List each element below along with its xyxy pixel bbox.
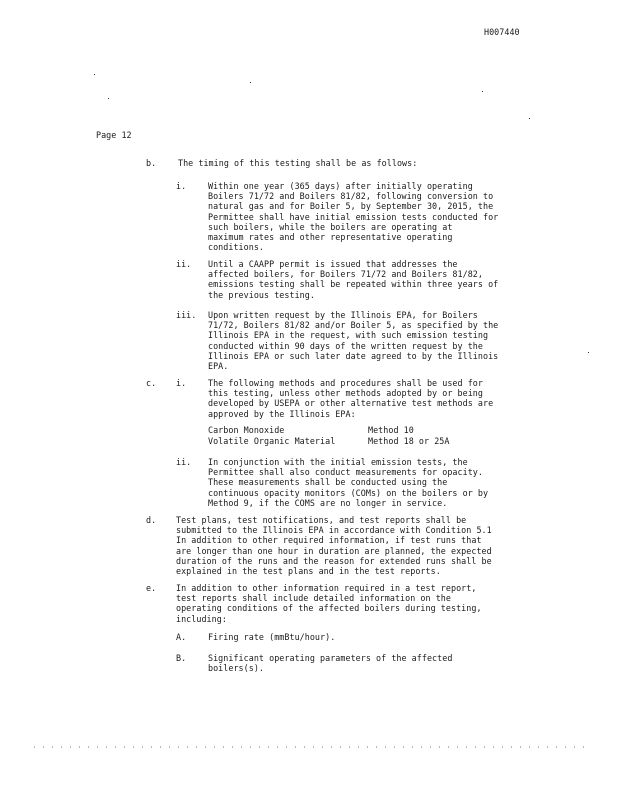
text-line: explained in the test plans and in the test reports. bbox=[176, 566, 441, 577]
text-line: In addition to other required information, if test runs that bbox=[176, 535, 482, 546]
text-line: including: bbox=[176, 613, 227, 624]
text-line: In conjunction with the initial emission tests, the bbox=[208, 457, 468, 467]
text-line: Test plans, test notifications, and test reports shall be bbox=[176, 515, 467, 525]
section-d-marker: d. bbox=[146, 515, 157, 525]
scan-speck bbox=[94, 74, 95, 75]
text-line: Illinois EPA in the request, with such emission testing bbox=[208, 330, 489, 341]
text-line: test reports shall include detailed information on the bbox=[176, 593, 451, 604]
text-line: These measurements shall be conducted using the bbox=[208, 477, 448, 488]
item-b-iii-number: iii. bbox=[176, 310, 197, 320]
method-reference: Method 18 or 25A bbox=[368, 436, 450, 446]
text-line: approved by the Illinois EPA: bbox=[208, 408, 356, 419]
item-b-ii-text bbox=[208, 259, 498, 300]
text-line: The following methods and procedures shall be used for bbox=[208, 378, 483, 388]
method-pollutant: Carbon Monoxide bbox=[208, 425, 285, 435]
text-line: Method 9, if the COMS are no longer in service. bbox=[208, 497, 448, 508]
item-b-iii-text bbox=[208, 310, 498, 371]
text-line: boilers(s). bbox=[208, 663, 265, 674]
text-line: such boilers, while the boilers are operating at bbox=[208, 221, 453, 232]
text-line: are longer than one hour in duration are planned, the expected bbox=[176, 545, 492, 556]
sub-item-b-number: B. bbox=[176, 653, 187, 663]
text-line: Until a CAAPP permit is issued that addresses the bbox=[208, 259, 458, 269]
section-e-marker: e. bbox=[146, 583, 157, 593]
text-line: Illinois EPA or such later date agreed to by the Illinois bbox=[208, 350, 499, 361]
item-b-ii-number: ii. bbox=[176, 259, 192, 269]
section-d-text bbox=[176, 515, 492, 576]
text-line: this testing, unless other methods adopted by or being bbox=[208, 388, 483, 399]
scan-speck bbox=[108, 98, 109, 99]
method-pollutant: Volatile Organic Material bbox=[208, 436, 336, 446]
text-line: EPA. bbox=[208, 361, 229, 372]
item-c-i-number: i. bbox=[176, 378, 187, 388]
document-id: H007440 bbox=[484, 27, 520, 37]
scan-speck bbox=[250, 82, 251, 83]
text-line: 71/72, Boilers 81/82 and/or Boiler 5, as specified by the bbox=[208, 320, 499, 331]
text-line: operating conditions of the affected boilers during testing, bbox=[176, 603, 482, 614]
text-line: continuous opacity monitors (COMs) on the boilers or by bbox=[208, 487, 489, 498]
text-line: Significant operating parameters of the affected bbox=[208, 653, 453, 663]
scan-speck bbox=[529, 118, 530, 119]
text-line: maximum rates and other representative operating bbox=[208, 232, 453, 243]
item-b-i-text bbox=[208, 181, 498, 252]
text-line: submitted to the Illinois EPA in accordance with Condition 5.1 bbox=[176, 525, 492, 536]
text-line: In addition to other information required in a test report, bbox=[176, 583, 477, 593]
text-line: the previous testing. bbox=[208, 289, 315, 300]
scan-border-line bbox=[30, 746, 590, 748]
section-b-marker: b. bbox=[146, 158, 157, 168]
text-line: Permittee shall also conduct measurements for opacity. bbox=[208, 467, 483, 478]
page-label: Page 12 bbox=[96, 130, 132, 140]
item-c-ii-number: ii. bbox=[176, 457, 192, 467]
item-c-i-text bbox=[208, 378, 493, 419]
text-line: developed by USEPA or other alternative test methods are bbox=[208, 398, 494, 409]
section-c-marker: c. bbox=[146, 378, 157, 388]
text-line: Upon written request by the Illinois EPA, for Boilers bbox=[208, 310, 478, 320]
text-line: duration of the runs and the reason for extended runs shall be bbox=[176, 555, 492, 566]
text-line: Boilers 71/72 and Boilers 81/82, following conversion to bbox=[208, 191, 494, 202]
text-line: Firing rate (mmBtu/hour). bbox=[208, 632, 336, 642]
sub-item-a-number: A. bbox=[176, 632, 187, 642]
scan-speck bbox=[588, 352, 589, 353]
text-line: emissions testing shall be repeated within three years of bbox=[208, 279, 499, 290]
sub-item-a-text bbox=[208, 632, 335, 642]
method-reference: Method 10 bbox=[368, 425, 414, 435]
sub-item-b-text bbox=[208, 653, 452, 673]
text-line: Permittee shall have initial emission tests conducted for bbox=[208, 211, 499, 222]
text-line: natural gas and for Boiler 5, by September 30, 2015, the bbox=[208, 201, 494, 212]
text-line: conditions. bbox=[208, 242, 265, 253]
item-b-i-number: i. bbox=[176, 181, 187, 191]
section-e-text bbox=[176, 583, 482, 624]
text-line: conducted within 90 days of the written request by the bbox=[208, 340, 483, 351]
item-c-ii-text bbox=[208, 457, 488, 508]
text-line: affected boilers, for Boilers 71/72 and Boilers 81/82, bbox=[208, 269, 483, 280]
section-b-intro: The timing of this testing shall be as follows: bbox=[178, 158, 418, 168]
text-line: Within one year (365 days) after initially operating bbox=[208, 181, 473, 191]
scan-speck bbox=[482, 91, 483, 92]
